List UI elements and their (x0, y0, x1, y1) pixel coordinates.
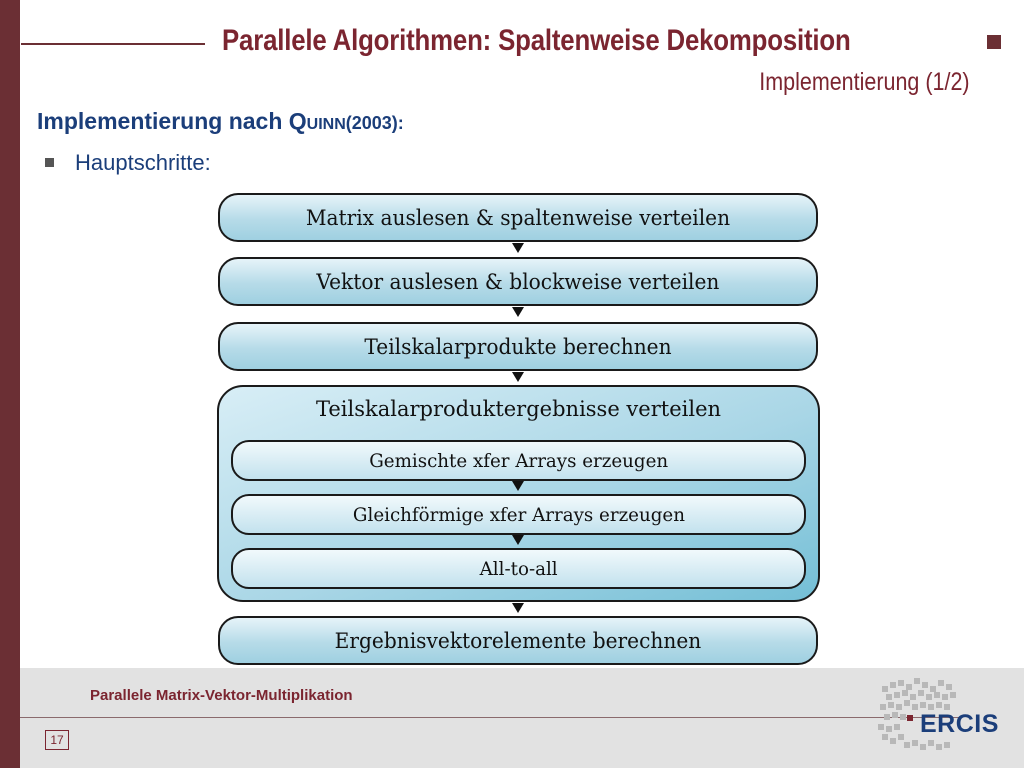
arrow-down-icon (512, 372, 524, 382)
bullet-text: Hauptschritte: (75, 150, 211, 175)
slide-title: Parallele Algorithmen: Spaltenweise Dekomposition (222, 24, 851, 57)
arrow-down-icon (512, 307, 524, 317)
substep-box-1 (231, 440, 806, 481)
substep-label-2: Gleichförmige xfer Arrays erzeugen (352, 503, 685, 526)
step-label-final: Ergebnisvektorelemente berechnen (334, 628, 702, 653)
substep-box-2 (231, 494, 806, 535)
section-heading (37, 108, 404, 135)
group-title: Teilskalarproduktergebnisse verteilen (315, 397, 722, 421)
step-label-3: Teilskalarprodukte berechnen (364, 334, 672, 359)
arrow-down-icon (512, 535, 524, 545)
step-label-1: Matrix auslesen & spaltenweise verteilen (305, 205, 731, 230)
slide-subtitle: Implementierung (1/2) (759, 68, 970, 96)
substep-box-3 (231, 548, 806, 589)
substep-label-1: Gemischte xfer Arrays erzeugen (369, 449, 668, 472)
logo-dot (907, 715, 913, 721)
step-label-2: Vektor auslesen & blockweise verteilen (316, 269, 720, 294)
footer-title: Parallele Matrix-Vektor-Multiplikation (90, 687, 353, 704)
header-rule (21, 43, 205, 45)
heading-author: Quinn (288, 108, 346, 134)
page-number: 17 (45, 730, 69, 750)
heading-prefix: Implementierung nach (37, 108, 289, 134)
step-box-1 (218, 193, 818, 242)
step-box-3 (218, 322, 818, 371)
left-accent-bar (0, 0, 20, 768)
footer-rule (20, 717, 960, 718)
step-box-final (218, 616, 818, 665)
bullet-square-icon (45, 158, 54, 167)
heading-year: (2003): (345, 113, 404, 133)
arrow-down-icon (512, 243, 524, 253)
ercis-logo-text: ERCIS (920, 710, 999, 738)
arrow-down-icon (512, 603, 524, 613)
step-box-2 (218, 257, 818, 306)
substep-label-3: All-to-all (479, 557, 558, 580)
arrow-down-icon (512, 481, 524, 491)
title-square-icon (987, 35, 1001, 49)
